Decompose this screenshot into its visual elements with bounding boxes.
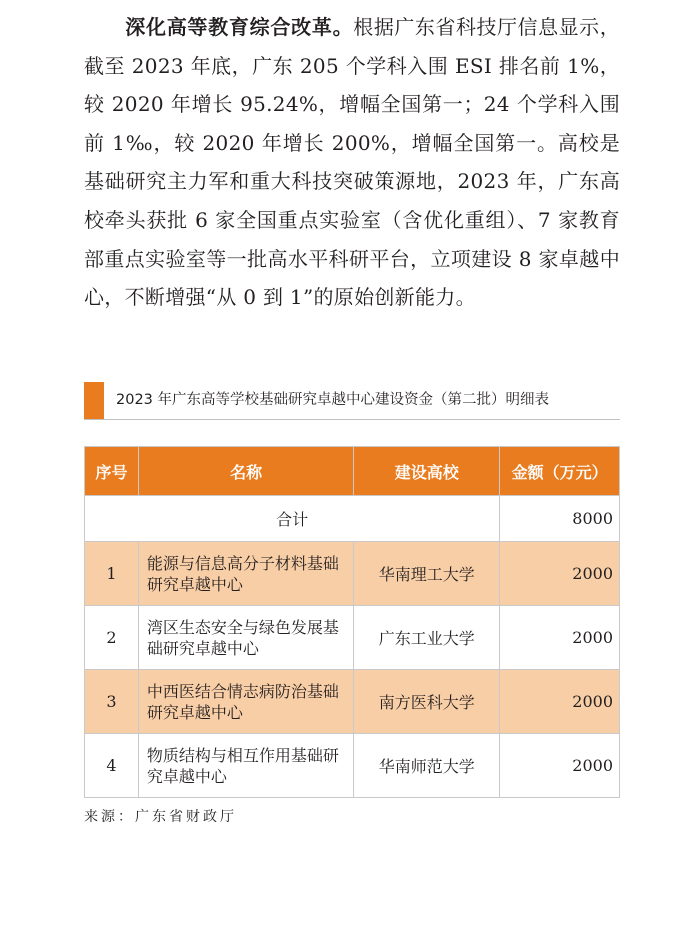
row-school: 华南理工大学 xyxy=(354,542,500,606)
header-school: 建设高校 xyxy=(354,447,500,496)
row-name: 物质结构与相互作用基础研究卓越中心 xyxy=(138,734,354,798)
table-row xyxy=(85,542,620,606)
row-no: 2 xyxy=(85,606,139,670)
source-note: 来源：广东省财政厅 xyxy=(84,809,237,825)
row-no: 3 xyxy=(85,670,139,734)
total-label: 合计 xyxy=(85,496,500,542)
row-no: 4 xyxy=(85,734,139,798)
row-amount: 2000 xyxy=(500,606,620,670)
header-amount: 金额（万元） xyxy=(500,447,620,496)
table-title: 2023 年广东高等学校基础研究卓越中心建设资金（第二批）明细表 xyxy=(116,392,550,408)
row-name: 湾区生态安全与绿色发展基础研究卓越中心 xyxy=(138,606,354,670)
row-name: 能源与信息高分子材料基础研究卓越中心 xyxy=(138,542,354,606)
header-no: 序号 xyxy=(85,447,139,496)
row-school: 南方医科大学 xyxy=(354,670,500,734)
body-paragraph xyxy=(84,8,620,317)
header-name: 名称 xyxy=(138,447,354,496)
paragraph-lead: 深化高等教育综合改革。 xyxy=(125,15,354,39)
table-row xyxy=(85,734,620,798)
row-amount: 2000 xyxy=(500,542,620,606)
row-amount: 2000 xyxy=(500,670,620,734)
total-amount: 8000 xyxy=(500,496,620,542)
row-no: 1 xyxy=(85,542,139,606)
paragraph-body: 根据广东省科技厅信息显示，截至 2023 年底，广东 205 个学科入围 ESI 排名前 1%，较 2020 年增长 95.24%，增幅全国第一；24 个学科入围前 1‰，较 2020 年增长 200%，增幅全国第一。高校是基础研究主力军和重大科技突破策源地，2023 年，广东高校牵头获批 6 家全国重点实验室（含优化重组）、7 家教育部重点实验室等一批高水平科研平台，立项建设 8 家卓越中心，不断增强“从 0 到 1”的原始创新能力。 xyxy=(84,15,620,310)
table-row xyxy=(85,670,620,734)
row-amount: 2000 xyxy=(500,734,620,798)
table-header-row xyxy=(85,447,620,496)
row-school: 广东工业大学 xyxy=(354,606,500,670)
title-accent-bar xyxy=(84,382,104,419)
table-row xyxy=(85,606,620,670)
row-name: 中西医结合情志病防治基础研究卓越中心 xyxy=(138,670,354,734)
row-school: 华南师范大学 xyxy=(354,734,500,798)
table-title-banner xyxy=(84,382,620,420)
funding-table xyxy=(84,446,620,798)
total-row xyxy=(85,496,620,542)
